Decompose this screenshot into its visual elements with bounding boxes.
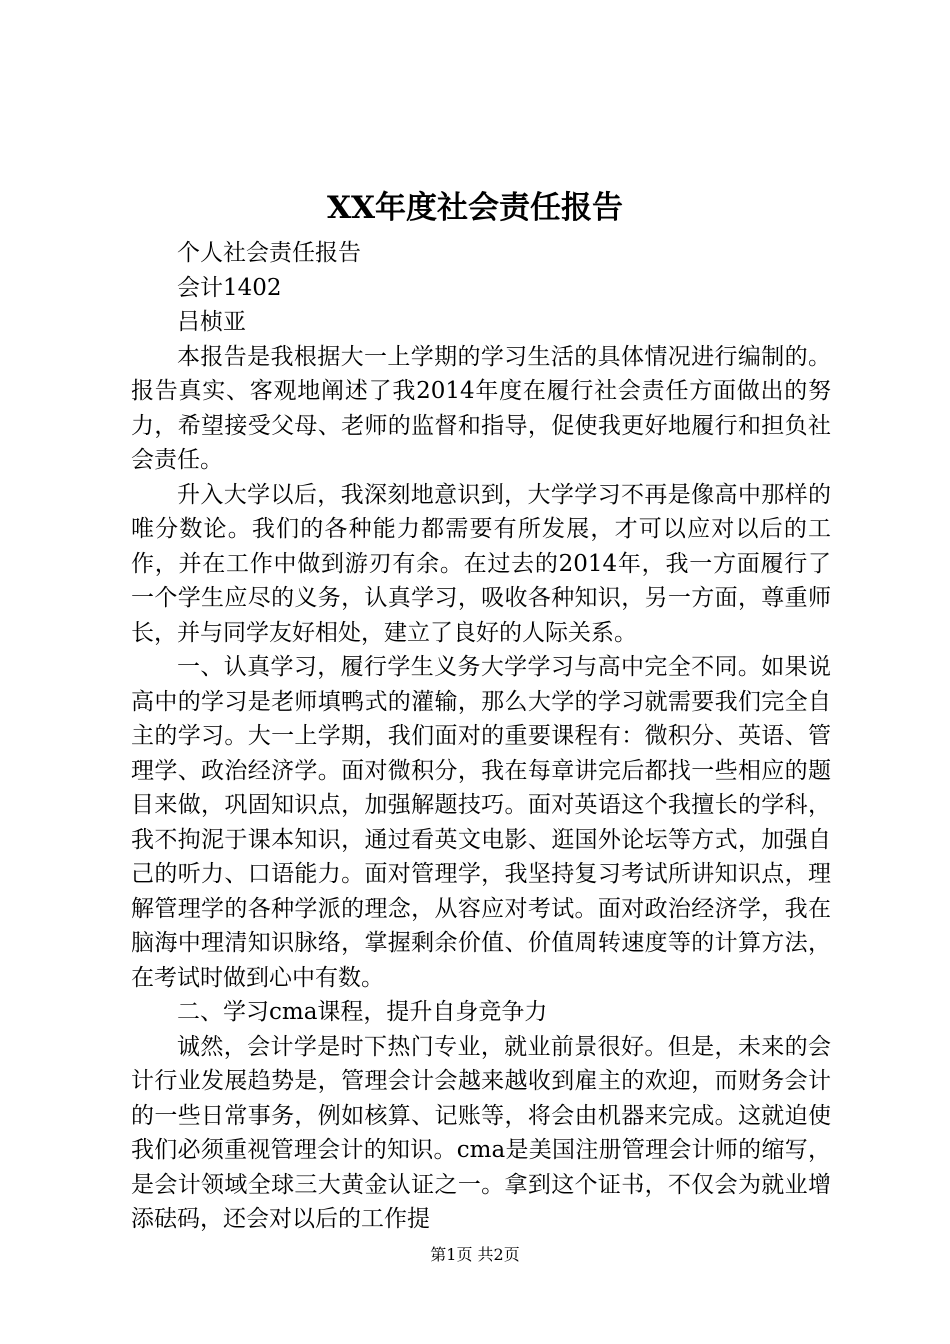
paragraph-section-one: 一、认真学习，履行学生义务大学学习与高中完全不同。如果说高中的学习是老师填鸭式的灌输，那么大学的学习就需要我们完全自主的学习。大一上学期，我们面对的重要课程有：微积分、英语、管理学、政治经济学。面对微积分，我在每章讲完后都找一些相应的题目来做，巩固知识点，加强解题技巧。面对英语这个我擅长的学科，我不拘泥于课本知识，通过看英文电影、逛国外论坛等方式，加强自己的听力、口语能力。面对管理学，我坚持复习考试所讲知识点，理解管理学的各种学派的理念，从容应对考试。面对政治经济学，我在脑海中理清知识脉络，掌握剩余价值、价值周转速度等的计算方法，在考试时做到心中有数。 <box>131 654 831 991</box>
paragraph-section-two-body: 诚然，会计学是时下热门专业，就业前景很好。但是，未来的会计行业发展趋势是，管理会计会越来越收到雇主的欢迎，而财务会计的一些日常事务，例如核算、记账等，将会由机器来完成。这就迫使我们必须重视管理会计的知识。cma是美国注册管理会计师的缩写，是会计领域全球三大黄金认证之一。拿到这个证书，不仅会为就业增添砝码，还会对以后的工作提 <box>131 1033 831 1232</box>
paragraph-author: 吕桢亚 <box>177 309 246 335</box>
paragraph-section-two-heading: 二、学习cma课程，提升自身竞争力 <box>177 999 548 1025</box>
page-number-footer: 第1页 共2页 <box>430 1245 520 1264</box>
paragraph-heading-personal-report: 个人社会责任报告 <box>177 240 361 266</box>
document-title: XX年度社会责任报告 <box>326 190 624 226</box>
paragraph-class: 会计1402 <box>177 274 282 301</box>
paragraph-intro: 本报告是我根据大一上学期的学习生活的具体情况进行编制的。报告真实、客观地阐述了我2014年度在履行社会责任方面做出的努力，希望接受父母、老师的监督和指导，促使我更好地履行和担负社会责任。 <box>131 343 831 473</box>
document-body <box>131 236 831 1237</box>
paragraph-university: 升入大学以后，我深刻地意识到，大学学习不再是像高中那样的唯分数论。我们的各种能力都需要有所发展，才可以应对以后的工作，并在工作中做到游刃有余。在过去的2014年，我一方面履行了一个学生应尽的义务，认真学习，吸收各种知识，另一方面，尊重师长，并与同学友好相处，建立了良好的人际关系。 <box>131 481 831 646</box>
